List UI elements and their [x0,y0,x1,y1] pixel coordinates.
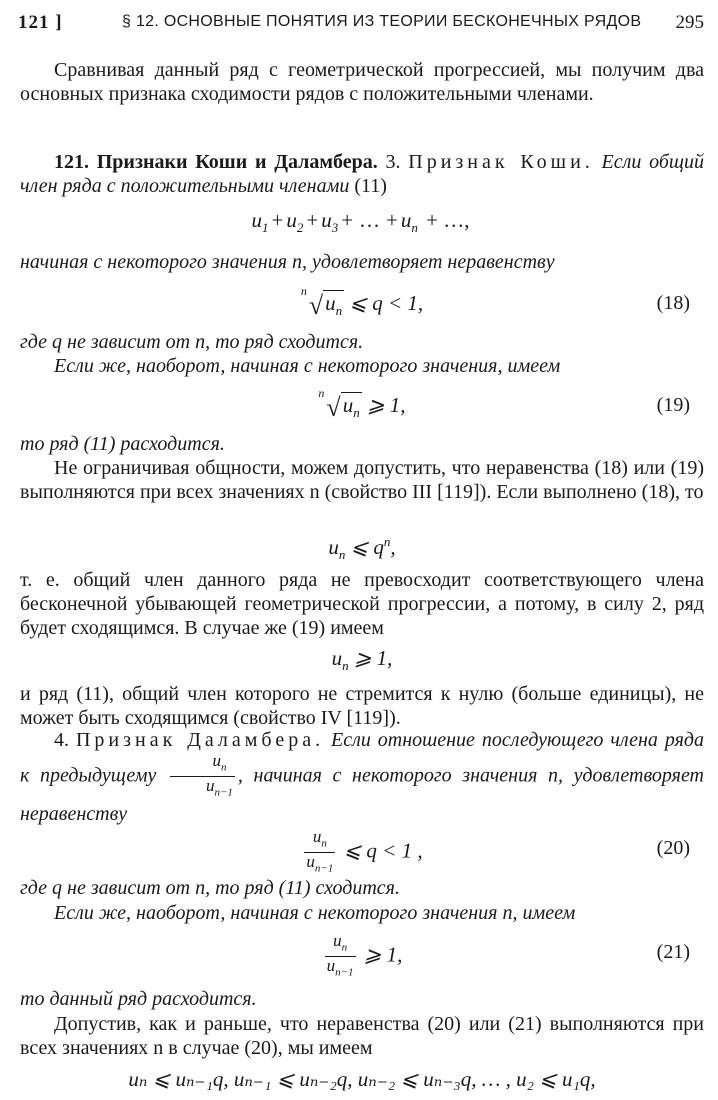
equation-number-20: (20) [656,837,690,859]
formula-19: n $√u_n$ ⩾ 1, (19) [318,386,690,422]
cauchy-divergence: то ряд (11) расходится. [20,433,225,455]
proof-paragraph-4: Допустив, как и раньше, что неравенства (20) или (21) выполняются при всех значениях n в случае (20), мы имеем [20,1013,704,1059]
cauchy-statement: Если общий член ряда с положительными членами [20,151,705,197]
cauchy-conclusion: где q не зависит от n, то ряд сходится. [20,331,364,353]
formula-un-le-qn: $u_n$ ⩽ $q^n$, [328,534,396,563]
cauchy-test-name: Признак Коши. [408,151,594,173]
section-ref: 121 ] [18,12,63,33]
dalembert-divergence: то данный ряд расходится. [20,988,257,1010]
ref-11: (11) [354,175,387,197]
intro-paragraph: Сравнивая данный ряд с геометрической прогрессией, мы получим два основных признака сходимости рядов с положительными членами. [20,59,704,105]
formula-chain: uₙ ⩽ uₙ₋₁q, uₙ₋₁ ⩽ uₙ₋₂q, uₙ₋₂ ⩽ uₙ₋₃q, … , u₂ ⩽ u₁q, [128,1067,596,1091]
equation-number-21: (21) [656,941,690,963]
dalembert-conclusion: где q не зависит от n, то ряд (11) сходится. [20,877,400,899]
theorem-dalembert-statement: 4. Признак Даламбера. Если отношение последующего члена ряда к предыдущему $\frac{u_n}{u_{n-1}}$ , начиная с некоторого значения n, удовлетворяет неравенству [20,729,705,825]
ratio-fraction: $\frac{u_n}{u_{n-1}}$ [170,752,235,802]
running-title: § 12. ОСНОВНЫЕ ПОНЯТИЯ ИЗ ТЕОРИИ БЕСКОНЕЧНЫХ РЯДОВ [122,13,642,30]
equation-number-19: (19) [656,394,690,416]
page-header [18,10,704,40]
formula-20: $\frac{u_n}{u_{n-1}}$ ⩽ q < 1 , (20) [306,827,690,875]
formula-18: n $√u_n$ ⩽ q < 1, (18) [300,284,690,320]
proof-paragraph-1: Не ограничивая общности, можем допустить, что неравенства (18) или (19) выполняются при всех значениях n (свойство III [119]). Если выполнено (18), то [20,457,704,503]
page-number: 295 [675,12,704,33]
item-number-3: 3. [385,151,401,173]
cauchy-converse: Если же, наоборот, начиная с некоторого значения, имеем [54,355,561,377]
proof-paragraph-3: и ряд (11), общий член которого не стремится к нулю (больше единицы), не может быть сходящимся (свойство IV [119]). [20,683,704,729]
dalembert-test-name: Признак Даламбера. [75,729,325,751]
section-heading: 121. Признаки Коши и Даламбера. [54,151,378,173]
formula-un-ge-1: $u_n$ ⩾ 1, [331,646,393,674]
equation-number-18: (18) [656,292,690,314]
proof-paragraph-2: т. е. общий член данного ряда не превосходит соответствующего члена бесконечной убывающей геометрической прогрессии, а потому, в силу 2, ряд будет сходящимся. В случае же (19) имеем [20,569,704,639]
cauchy-condition: начиная с некоторого значения n, удовлетворяет неравенству [20,251,555,273]
formula-21: $\frac{u_n}{u_{n-1}}$ ⩾ 1, (21) [326,931,690,979]
dalembert-converse: Если же, наоборот, начиная с некоторого значения n, имеем [54,902,576,924]
series-formula: $u_1 + u_2 + u_3$ + … + $u_n$ + …, [251,208,470,236]
theorem-cauchy-statement [20,150,704,198]
